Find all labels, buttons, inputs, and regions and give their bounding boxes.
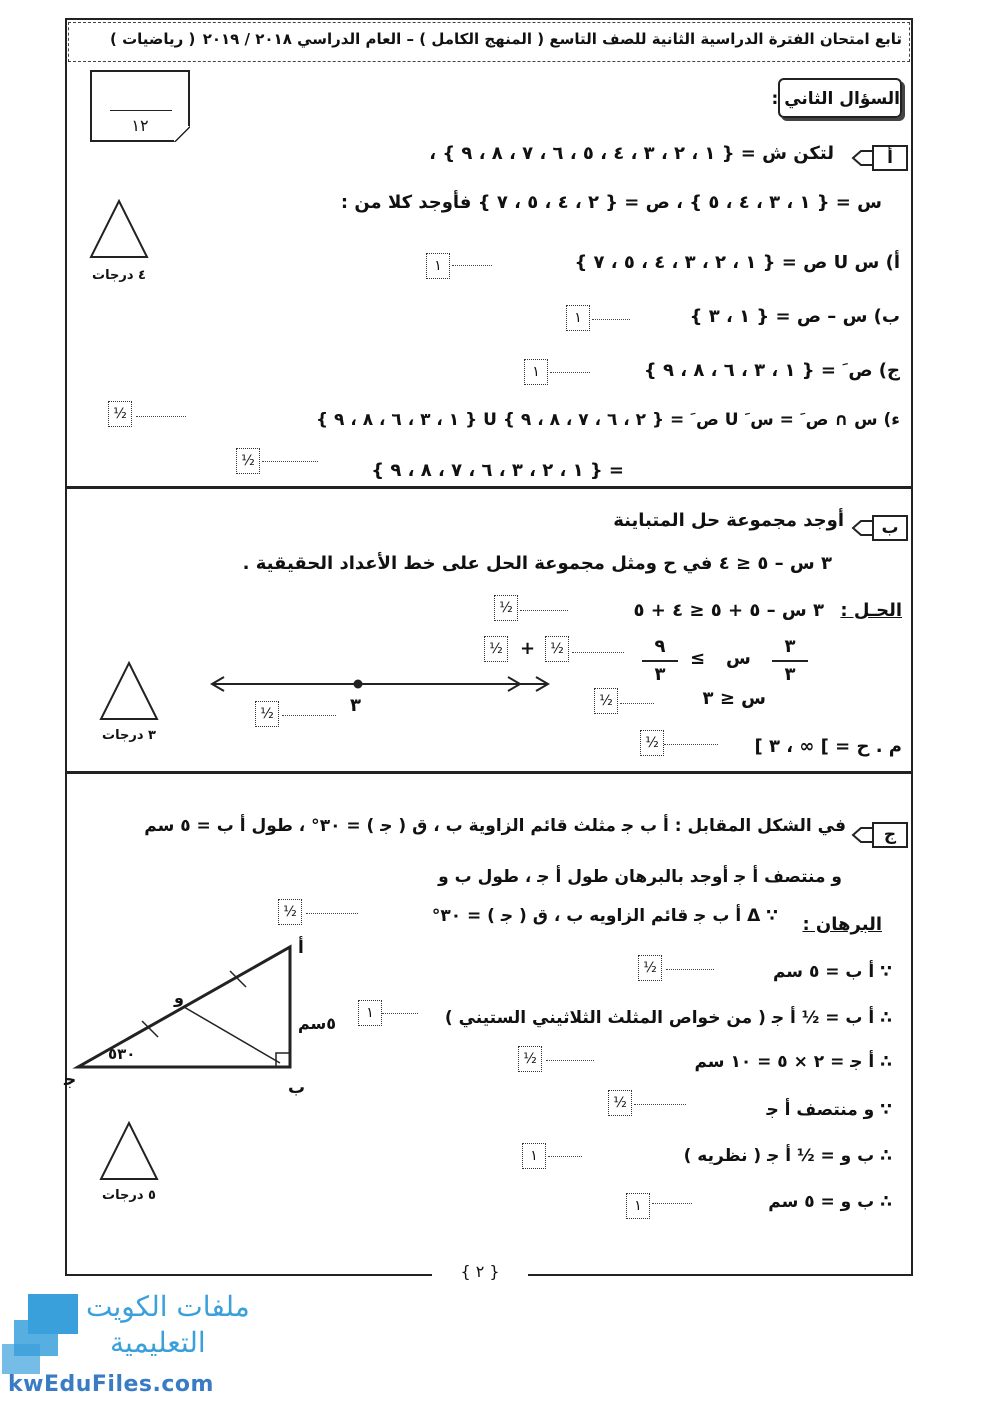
part-arrow-icon <box>851 517 873 539</box>
proof-label: البرهان : <box>802 914 882 935</box>
dotted-leader <box>592 319 630 320</box>
dotted-leader <box>306 913 358 914</box>
part-b-tag: ب <box>872 515 908 541</box>
dotted-leader <box>546 1060 594 1061</box>
part-c-line1: في الشكل المقابل : ﺃ ب ﺟ مثلث قائم الزاوية ب ، ق ( ﺟ ) = ٣٠° ، طول ﺃ ب = ٥ سم <box>144 816 846 836</box>
number-line <box>208 672 554 702</box>
part-a-grade: ٤ درجات <box>92 268 146 283</box>
angle-c-label: ٥٣٠ <box>108 1045 136 1063</box>
proof-step-6: ∴ ب و = ½ ﺃ ﺟ ( نظريه ) <box>683 1146 892 1166</box>
dotted-leader <box>262 461 318 462</box>
proof-step-3: ∴ ﺃ ب = ½ ﺃ ﺟ ( من خواص المثلث الثلاثيني الستيني ) <box>444 1008 892 1028</box>
subject-label: ( رياضيات ) <box>110 30 196 48</box>
proof-step-7: ∴ ب و = ٥ سم <box>768 1192 892 1212</box>
dotted-leader <box>652 1203 692 1204</box>
vertex-b-label: ب <box>288 1078 306 1098</box>
proof-step-4: ∴ ﺃ ﺟ = ٢ × ٥ = ١٠ سم <box>694 1052 892 1072</box>
mark-box: ½ <box>640 730 664 756</box>
proof-step-1: ∵ Δ ﺃ ب ﺟ قائم الزاويه ب ، ق ( ﺟ ) = ٣٠° <box>431 906 778 926</box>
part-arrow-icon <box>851 147 873 169</box>
part-b-prompt: أوجد مجموعة حل المتباينة <box>613 510 844 531</box>
mark-box: ١ <box>566 305 590 331</box>
plus-sign: + <box>520 638 536 659</box>
midpoint-label: و <box>174 988 184 1007</box>
mark-box: ½ <box>236 448 260 474</box>
dotted-leader <box>520 610 568 611</box>
part-b-grade: ٣ درجات <box>102 728 156 743</box>
variable-x: س <box>726 648 751 669</box>
dotted-leader <box>666 969 714 970</box>
mark-box: ½ <box>278 899 302 925</box>
mark-box: ١ <box>524 359 548 385</box>
leq-symbol: ≤ <box>690 648 706 669</box>
section-divider <box>66 486 912 489</box>
mark-box: ½ <box>518 1046 542 1072</box>
grade-triangle-icon <box>98 1120 160 1182</box>
watermark-url: kwEduFiles.com <box>8 1372 214 1397</box>
part-c-grade: ٥ درجات <box>102 1188 156 1203</box>
score-line <box>110 110 172 111</box>
part-a-item-4: ء) س ∩ ص َ = س َ U ص َ = { ٢ ، ٦ ، ٧ ، ٨ ، ٩ } U { ١ ، ٣ ، ٦ ، ٨ ، ٩ } <box>316 410 900 430</box>
vertex-c-label: ﺟ <box>64 1070 77 1090</box>
page-number-value: ٢ <box>475 1262 485 1281</box>
dotted-leader <box>664 744 718 745</box>
dotted-leader <box>452 265 492 266</box>
part-arrow-icon <box>851 824 873 846</box>
fraction-bar <box>642 660 678 662</box>
question-title: السؤال الثاني : <box>778 78 902 118</box>
mark-box: ½ <box>484 636 508 662</box>
part-c-line2: و منتصف ﺃ ﺟ أوجد بالبرهان طول ﺃ ﺟ ، طول ب و <box>438 867 842 887</box>
score-value: ١٢ <box>131 116 149 135</box>
mark-box: ½ <box>108 401 132 427</box>
mark-box: ١ <box>522 1143 546 1169</box>
dotted-leader <box>282 715 336 716</box>
dotted-leader <box>382 1013 418 1014</box>
dotted-leader <box>620 703 654 704</box>
part-a-item-2: ب) س – ص = { ١ ، ٣ } <box>689 306 900 327</box>
number-line-label: ٣ <box>350 695 361 716</box>
fraction-bar <box>772 660 808 662</box>
part-a-line1: لتكن ش = { ١ ، ٢ ، ٣ ، ٤ ، ٥ ، ٦ ، ٧ ، ٨ ، ٩ } ، <box>429 143 834 164</box>
exam-header-title: تابع امتحان الفترة الدراسية الثانية للصف التاسع ( المنهج الكامل ) – العام الدراسي ٢٠١٨ / ٢٠١٩ <box>202 30 902 48</box>
dotted-leader <box>572 652 624 653</box>
mark-box: ١ <box>426 253 450 279</box>
section-divider <box>66 771 912 774</box>
dotted-leader <box>548 1156 582 1157</box>
fraction-denominator: ٣ <box>654 664 666 685</box>
grade-triangle-icon <box>98 660 160 722</box>
part-a-line2: س = { ١ ، ٣ ، ٤ ، ٥ } ، ص = { ٢ ، ٤ ، ٥ ، ٧ } فأوجد كلا من : <box>340 192 882 213</box>
mark-box: ½ <box>608 1090 632 1116</box>
side-ab-label: ٥سم <box>298 1014 337 1033</box>
solution-label: الحـل : <box>840 600 902 621</box>
dotted-leader <box>634 1104 686 1105</box>
step-4: م . ح = ] ∞ ، ٣ ] <box>754 736 902 757</box>
watermark-name-line1: ملفات الكويت <box>86 1290 250 1323</box>
part-a-tag: أ <box>872 145 908 171</box>
mark-box: ½ <box>545 636 569 662</box>
fraction-numerator: ٩ <box>654 636 666 657</box>
proof-step-2: ∵ ﺃ ب = ٥ سم <box>772 962 892 982</box>
step-1: ٣ س – ٥ + ٥ ≤ ٤ + ٥ <box>633 600 824 621</box>
fraction-numerator: ٣ <box>784 636 796 657</box>
mark-box: ½ <box>255 701 279 727</box>
mark-box: ½ <box>594 688 618 714</box>
proof-step-5: ∵ و منتصف ﺃ ﺟ <box>766 1100 892 1120</box>
mark-box: ½ <box>494 595 518 621</box>
part-b-statement: ٣ س – ٥ ≤ ٤ في ح ومثل مجموعة الحل على خط الأعداد الحقيقية . <box>242 553 832 574</box>
part-a-item-1: ﺃ) س U ص = { ١ ، ٢ ، ٣ ، ٤ ، ٥ ، ٧ } <box>574 252 900 273</box>
fraction-denominator: ٣ <box>784 664 796 685</box>
dotted-leader <box>550 372 590 373</box>
vertex-a-label: ﺃ <box>298 938 304 958</box>
mark-box: ١ <box>626 1193 650 1219</box>
dotted-leader <box>136 416 186 417</box>
part-a-item-3: ج) ص َ = { ١ ، ٣ ، ٦ ، ٨ ، ٩ } <box>643 360 900 381</box>
part-a-item-5: = { ١ ، ٢ ، ٣ ، ٦ ، ٧ ، ٨ ، ٩ } <box>371 460 624 481</box>
watermark-name-line2: التعليمية <box>110 1326 206 1359</box>
mark-box: ١ <box>358 1000 382 1026</box>
page-number: { ٢ } <box>432 1262 528 1286</box>
mark-box: ½ <box>638 955 662 981</box>
step-3: س ≤ ٣ <box>702 688 766 709</box>
grade-triangle-icon <box>88 198 150 260</box>
part-c-tag: ج <box>872 822 908 848</box>
page-fold-icon <box>174 126 190 142</box>
